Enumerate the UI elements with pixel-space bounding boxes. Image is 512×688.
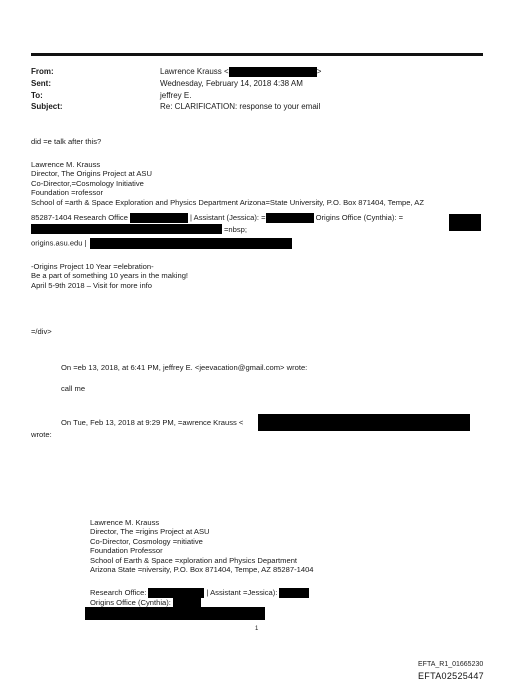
sig1-assistant: | Assistant (Jessica): = [189, 213, 266, 222]
sig2-line7 [90, 588, 309, 598]
from-label: From: [31, 67, 54, 76]
sig1-origins-office: Origins Office (Cynthia): = [315, 213, 404, 222]
signature-block-1 [31, 160, 424, 207]
redaction-block [148, 588, 204, 598]
quote1-body: call me [61, 384, 86, 393]
sig2-assistant: | Assistant =Jessica): [206, 588, 278, 597]
subject-label: Subject: [31, 102, 63, 111]
sig2-line6: Arizona State =niversity, P.O. Box 871404, Tempe, AZ 85287-1404 [90, 565, 314, 575]
redaction-block [449, 214, 481, 231]
redaction-block [31, 224, 222, 234]
sig1-name: Lawrence M. Krauss [31, 160, 101, 169]
sig1-line4: Foundation =rofessor [31, 188, 103, 198]
from-suffix: > [316, 67, 322, 77]
subject-value: Re: CLARIFICATION: response to your email [160, 102, 321, 111]
doc-id-secondary: EFTA02525447 [418, 671, 484, 681]
sig2-research-office: Research Office: [90, 588, 147, 597]
sent-value: Wednesday, February 14, 2018 4:38 AM [160, 79, 303, 88]
sig1-website: origins.asu.edu | [31, 238, 87, 248]
redaction-block [85, 607, 265, 620]
sig2-line4: Foundation Professor [90, 546, 163, 556]
sig2-name: Lawrence M. Krauss [90, 518, 160, 527]
sig1-research-office: 85287-1404 Research Office [31, 213, 128, 222]
quote1-header: On =eb 13, 2018, at 6:41 PM, jeffrey E. <jeevacation@gmail.com> wrote: [61, 363, 308, 372]
sig1-line6 [31, 213, 403, 223]
sig1-line3: Co-Director,=Cosmology Initiative [31, 178, 144, 188]
from-sender: Lawrence Krauss < [160, 67, 229, 77]
quote2-wrote: wrote: [31, 430, 52, 439]
promo-line1: -Origins Project 10 Year =elebration- [31, 262, 154, 271]
promo-line2: Be a part of something 10 years in the making! [31, 271, 189, 281]
redaction-block [266, 213, 314, 223]
sig1-line2: Director, The Origins Project at ASU [31, 169, 152, 179]
header-rule [31, 53, 483, 56]
redaction-block [279, 588, 309, 598]
redaction-block [258, 414, 470, 431]
quote2-header-text: On Tue, Feb 13, 2018 at 9:29 PM, =awrence Krauss < [61, 418, 244, 427]
sig2-line5: School of Earth & Space =xploration and Physics Department [90, 555, 298, 565]
sig1-line5: School of =arth & Space Exploration and Physics Department Arizona=State University, P.O. Box 871404, Tempe, AZ [31, 197, 424, 207]
sig1-website-line [31, 238, 292, 249]
sig2-line3: Co-Director, Cosmology =nitiative [90, 536, 203, 546]
quote2-header [61, 418, 243, 427]
promo-line3: April 5-9th 2018 – Visit for more info [31, 280, 152, 290]
page-number: 1 [255, 626, 259, 632]
sig1-nbsp: =nbsp; [224, 225, 248, 234]
redaction-block [229, 67, 317, 77]
signature-block-2 [90, 518, 314, 574]
doc-id-primary: EFTA_R1_01665230 [418, 661, 484, 668]
sig2-line2: Director, The =rigins Project at ASU [90, 527, 210, 537]
sig2-origins-office: Origins Office (Cynthia): [90, 598, 171, 607]
redaction-block [130, 213, 188, 223]
to-value: jeffrey E. [160, 91, 192, 100]
opening-line: did =e talk after this? [31, 137, 102, 146]
sent-label: Sent: [31, 79, 51, 88]
from-value [160, 67, 321, 77]
redaction-block [90, 238, 292, 249]
to-label: To: [31, 91, 43, 100]
promo-block [31, 262, 188, 290]
div-close-text: =/div> [31, 327, 52, 336]
